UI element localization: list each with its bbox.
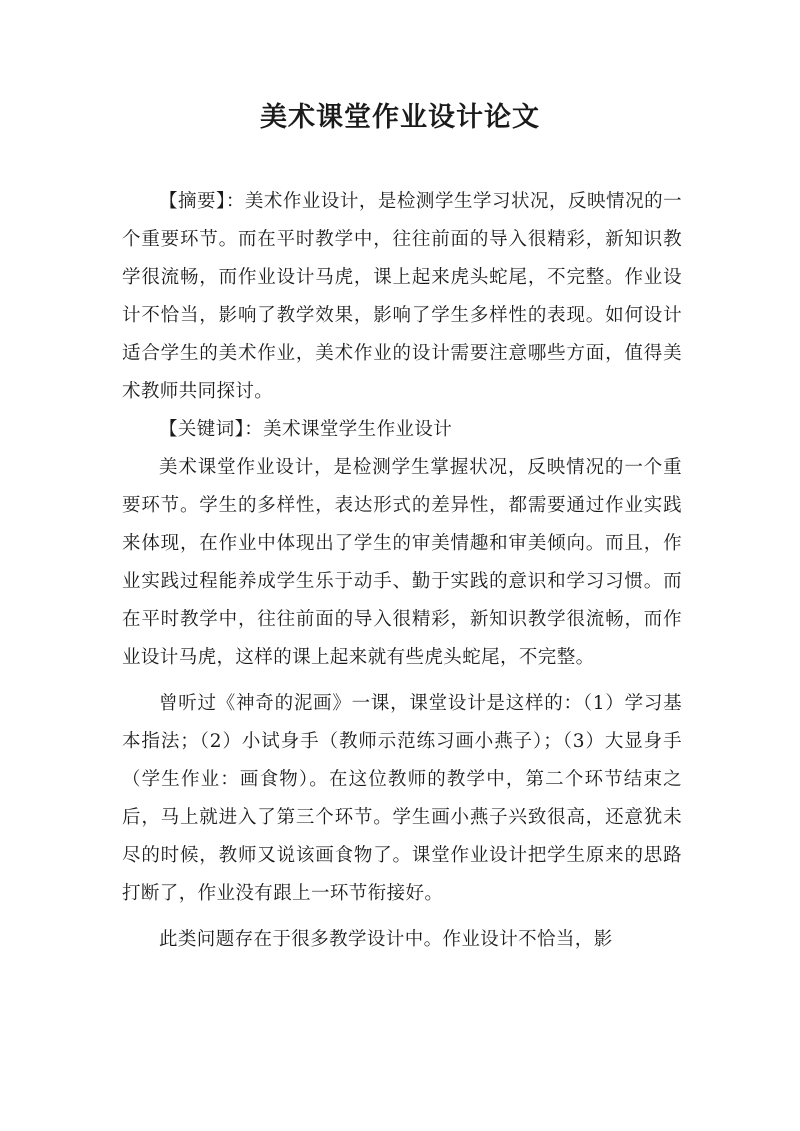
abstract-paragraph (122, 183, 682, 411)
keywords-text: ：美术课堂学生作业设计 (244, 419, 453, 440)
body-paragraph: 此类问题存在于很多教学设计中。作业设计不恰当，影 (159, 929, 613, 950)
document-title: 美术课堂作业设计论文 (260, 102, 540, 133)
document-body (122, 183, 682, 959)
body-paragraph: 曾听过《神奇的泥画》一课，课堂设计是这样的：（1）学习基本指法；（2）小试身手（教师示范练习画小燕子）；（3）大显身手（学生作业：画食物）。在这位教师的教学中，第二个环节结束之后，马上就进入了第三个环节。学生画小燕子兴致很高，还意犹未尽的时候，教师又说该画食物了。课堂作业设计把学生原来的思路打断了，作业没有跟上一环节衔接好。 (122, 693, 682, 904)
abstract-text: ：美术作业设计，是检测学生学习状况，反映情况的一个重要环节。而在平时教学中，往往前面的导入很精彩，新知识教学很流畅，而作业设计马虎，课上起来虎头蛇尾，不完整。作业设计不恰当，影响了教学效果，影响了学生多样性的表现。如何设计适合学生的美术作业，美术作业的设计需要注意哪些方面，值得美术教师共同探讨。 (122, 191, 682, 402)
keywords-paragraph (122, 411, 682, 449)
abstract-label: 【摘要】 (159, 191, 226, 212)
body-paragraph: 美术课堂作业设计，是检测学生掌握状况，反映情况的一个重要环节。学生的多样性，表达形式的差异性，都需要通过作业实践来体现，在作业中体现出了学生的审美情趣和审美倾向。而且，作业实践过程能养成学生乐于动手、勤于实践的意识和学习习惯。而在平时教学中，往往前面的导入很精彩，新知识教学很流畅，而作业设计马虎，这样的课上起来就有些虎头蛇尾，不完整。 (122, 457, 682, 668)
keywords-label: 【关键词】 (159, 419, 245, 440)
